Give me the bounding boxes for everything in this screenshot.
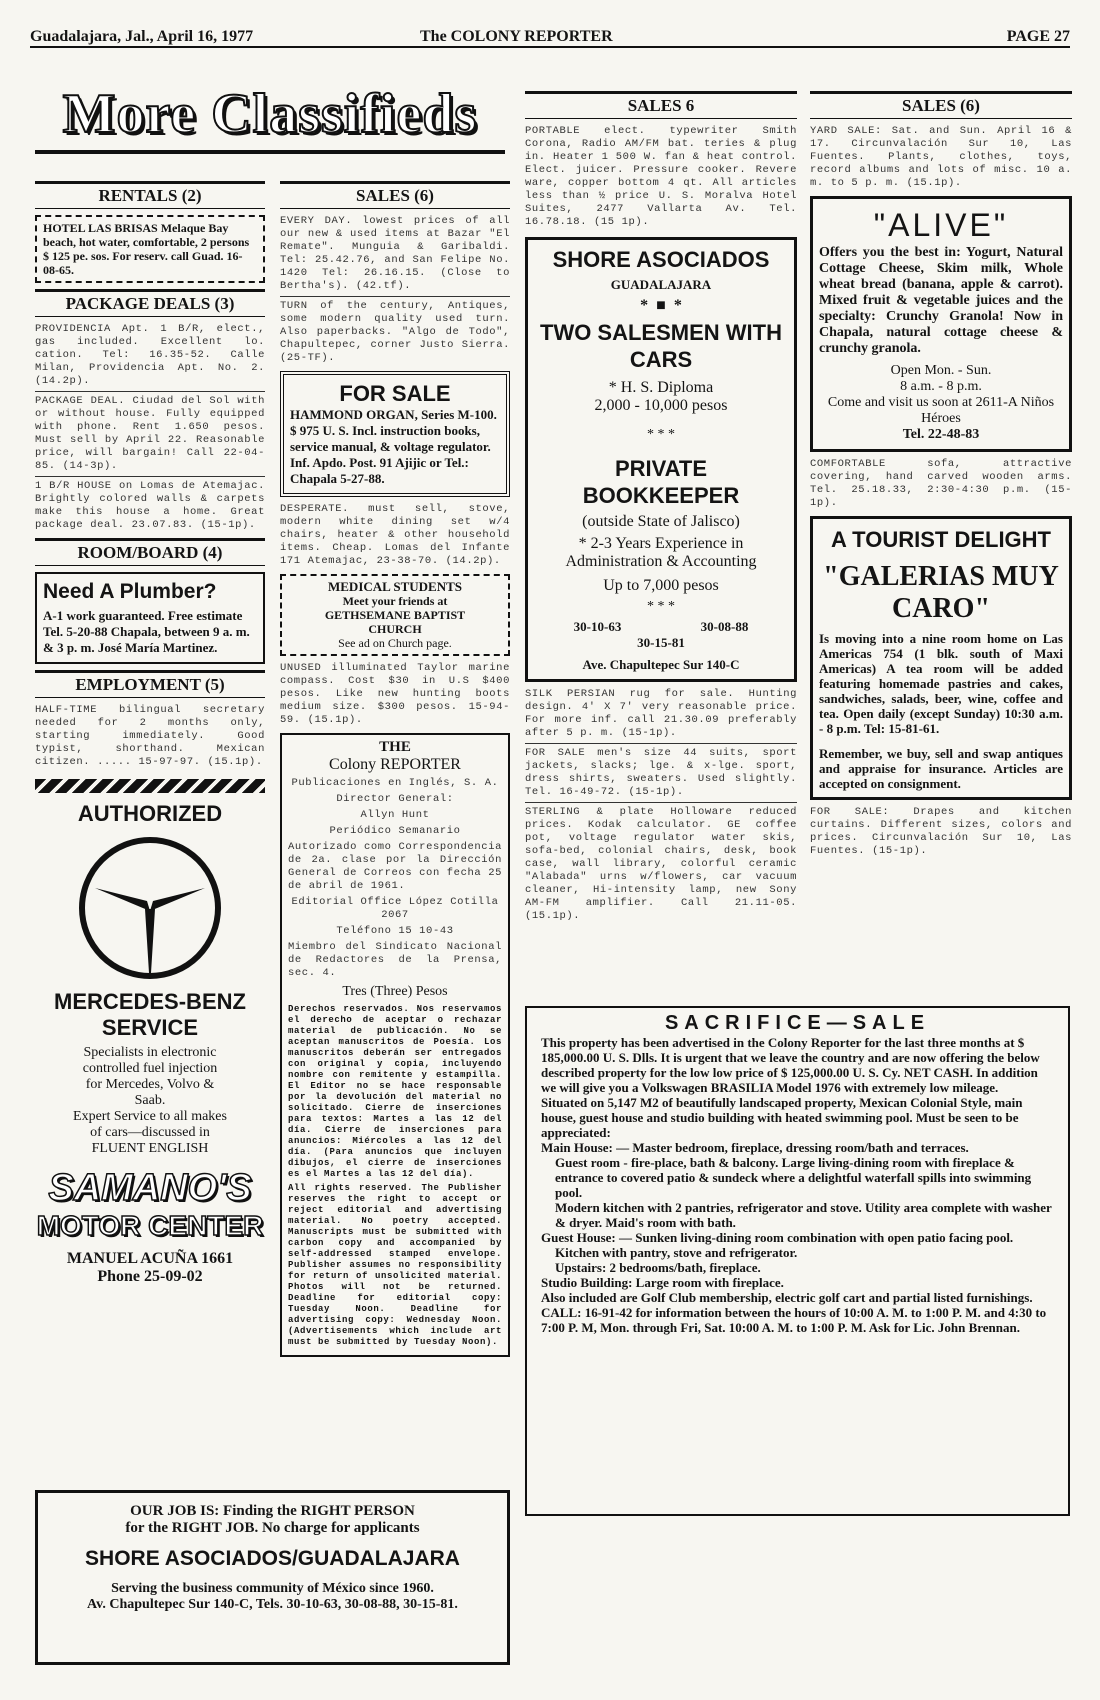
mercedes-line-2: controlled fuel injection xyxy=(82,1061,218,1076)
motor-center-logo: MOTOR CENTER xyxy=(36,1210,264,1241)
shore-city: GUADALAJARA xyxy=(610,277,712,292)
job-bookkeeper: PRIVATE BOOKKEEPER xyxy=(582,456,740,508)
sacrifice-guest-house: Guest House: — Sunken living-dining room combination with open patio facing pool. xyxy=(541,1230,1014,1245)
mercedes-service: SERVICE xyxy=(101,1015,199,1040)
sacrifice-guest-kitchen: Kitchen with pantry, stove and refrigerator. xyxy=(555,1245,798,1260)
shore-phone-3: 30-15-81 xyxy=(637,635,685,650)
package-heading: PACKAGE DEALS (3) xyxy=(35,289,265,317)
shore-divider: * ■ * xyxy=(640,297,682,314)
medical-title: MEDICAL STUDENTS xyxy=(327,579,462,594)
sacrifice-main-house: Main House: — Master bedroom, fireplace, dressing room/bath and terraces. xyxy=(541,1140,969,1155)
medical-line-2: GETHSEMANE BAPTIST xyxy=(324,608,466,622)
job-salesmen: TWO SALESMEN WITH CARS xyxy=(540,320,782,372)
medical-line-4: See ad on Church page. xyxy=(338,636,452,650)
organ-text: HAMMOND ORGAN, Series M-100. $ 975 U. S. Incl. instruction books, service manual, & voltage regulator. Inf. Apdo. Post. 91 Ajijic or Tel.: Chapala 5-27-88. xyxy=(290,407,497,486)
sacrifice-situated: Situated on 5,147 M2 of beautifully landscaped property, Mexican Colonial Style, main house, guest house and studio building with heated swimming pool. Must be seen to be appreciated: xyxy=(541,1095,1023,1140)
masthead-phone: Teléfono 15 10-43 xyxy=(336,925,454,937)
package-ad-2: PACKAGE DEAL. Ciudad del Sol with or without house. Fully equipped with phone. Rent 1.650 pesos. Must sell by April 22. Reasonable price, will bargain! Call 22-04-85. (14-3p). xyxy=(35,395,265,472)
alive-hours: Open Mon. - Sun. xyxy=(890,363,992,378)
unused-compass-ad: UNUSED illuminated Taylor marine compass. Cost $30 in U.S $400 pesos. Like new hunting boots medium size. $300 pesos. 15-94-59. (15.1p). xyxy=(280,662,510,726)
sacrifice-title: SACRIFICE—SALE xyxy=(664,1012,931,1034)
alive-visit: Come and visit us soon at 2611-A Niños Héroes xyxy=(827,395,1055,426)
column-2 xyxy=(280,175,510,1475)
mercedes-ad xyxy=(35,779,265,1286)
sacrifice-call: CALL: 16-91-42 for information between the hours of 10:00 A. M. to 1:00 P. M. and 4:30 to 7:00 P. M, Mon. through Fri, Sat. 10:00 A. M. to 1:00 P. M. Ask for Lic. John Brennan. xyxy=(541,1305,1047,1335)
medical-students-ad xyxy=(280,574,510,656)
shore-name: SHORE ASOCIADOS xyxy=(552,247,770,272)
mercedes-phone: Phone 25-09-02 xyxy=(97,1268,203,1285)
package-ad-1: PROVIDENCIA Apt. 1 B/R, elect., gas included. Excellent lo. cation. Tel: 16.35-52. Calle Milan, Providencia Apt. No. 2. (14.2p). xyxy=(35,323,265,387)
masthead-director-name: Allyn Hunt xyxy=(360,809,430,821)
pay-salesmen: 2,000 - 10,000 pesos xyxy=(594,397,728,414)
masthead-authorization: Autorizado como Correspondencia de 2a. clase por la Dirección General de Correos con fecha 25 de abril de 1961. xyxy=(288,841,502,892)
employment-ad: HALF-TIME bilingual secretary needed for 2 months only, starting immediately. Good typist, shorthand. Mexican citizen. ..... 15-97-97. (15.1p). xyxy=(35,704,265,768)
sacrifice-also: Also included are Golf Club membership, electric golf cart and partial listed furnishings. xyxy=(541,1290,1033,1305)
mercedes-address: MANUEL ACUÑA 1661 xyxy=(66,1250,234,1267)
portable-ad: PORTABLE elect. typewriter Smith Corona, Radio AM/FM bat. teries & plug in. Heater 1 500 W. fan & heat control. Elect. juicer. Pressure cooker. Revere ware, copper bottom 4 qt. All articles less than ½ price U. S. Moralva Hotel Suites, 2477 Vallarta Av. Tel. 16.78.18. (15 1p). xyxy=(525,125,797,228)
mens-clothes-ad: FOR SALE men's size 44 suits, sport jackets, slacks; lge. & x-lge. sport, dress shirts, sweaters. Used slightly. Tel. 16-49-72. (15-1p). xyxy=(525,747,797,798)
bottom-line-4: Serving the business community of México since 1960. xyxy=(111,1581,434,1596)
masthead-office: Editorial Office López Cotilla 2067 xyxy=(291,896,499,921)
mercedes-line-3: for Mercedes, Volvo & xyxy=(85,1077,215,1092)
samanos-logo: SAMANO'S xyxy=(48,1167,252,1209)
desperate-ad: DESPERATE. must sell, stove, modern white dining set w/4 chairs, heater & other household items. Cheap. Lomas del Infante 171 Atemajac, 23-38-70. (14.2p). xyxy=(280,503,510,567)
plumber-ad xyxy=(35,572,265,664)
masthead-periodico: Periódico Semanario xyxy=(329,825,461,837)
mercedes-line-6: of cars—discussed in xyxy=(90,1125,210,1140)
title-rule xyxy=(35,150,505,154)
sterling-ad: STERLING & plate Holloware reduced prices. Kodak calculator. GE coffee pot, voltage regulator water skis, sofa-bed, colonial chairs, desk, book case, wall library, colorful ceramic "Alabada" urns w/flowers, car vacuum cleaner, Hi-intensity lamp, new Sony AM-FM amplifier. Call 21.11-05. (15.1p). xyxy=(525,806,797,922)
header-date: Guadalajara, Jal., April 16, 1977 xyxy=(30,28,254,45)
alive-time: 8 a.m. - 8 p.m. xyxy=(900,379,982,394)
rentals-heading: RENTALS (2) xyxy=(35,181,265,209)
shore-phone-1: 30-10-63 xyxy=(573,619,622,634)
bottom-line-2: for the RIGHT JOB. No charge for applicants xyxy=(125,1520,420,1536)
sales-heading-col4: SALES (6) xyxy=(810,91,1072,119)
organ-title: FOR SALE xyxy=(339,381,451,406)
shore-phone-2: 30-08-88 xyxy=(700,619,749,634)
req-diploma: * H. S. Diploma xyxy=(608,379,714,396)
silk-rug-ad: SILK PERSIAN rug for sale. Hunting design. 4' X 7' very reasonable price. For more inf. call 21.30.09 preferably after 5 p. m. (15-1p). xyxy=(525,688,797,739)
shore-address: Ave. Chapultepec Sur 140-C xyxy=(582,657,740,672)
plumber-text: A-1 work guaranteed. Free estimate Tel. 5-20-88 Chapala, between 9 a. m. & 3 p. m. José María Martinez. xyxy=(43,608,250,655)
package-ad-3: 1 B/R HOUSE on Lomas de Atemajac. Brightly colored walls & carpets make this house a home. Great package deal. 23.07.83. (15-1p). xyxy=(35,480,265,531)
alive-phone: Tel. 22-48-83 xyxy=(902,427,980,442)
masthead-price: Tres (Three) Pesos xyxy=(342,984,448,999)
masthead-derechos: Derechos reservados. Nos reservamos el derecho de aceptar o rechazar material de publicación. No se aceptan manuscritos de Poesía. Los manuscritos deberán ser entregados con original y copia, incluyendo nombre con remitente y estampilla. El Editor no se hace responsable por la devolución del material no solicitado. Cierre de inserciones para textos: Martes a las 12 del día. Cierre de inserciones para anuncios: Miércoles a las 12 del día. (Para anuncios que incluyen dibujos, el cierre de inserciones es el Martes a las 12 del día). xyxy=(288,1004,502,1179)
hotel-ad: HOTEL LAS BRISAS Melaque Bay beach, hot water, comfortable, 2 persons $ 125 pe. sos. For reserv. call Guad. 16-08-65. xyxy=(35,215,265,283)
tourist-title: A TOURIST DELIGHT xyxy=(831,527,1051,552)
mercedes-line-1: Specialists in electronic xyxy=(83,1045,217,1060)
column-4 xyxy=(810,85,1072,985)
column-1 xyxy=(35,175,265,1475)
masthead-director: Director General: xyxy=(336,793,454,805)
drapes-ad: FOR SALE: Drapes and kitchen curtains. Different sizes, colors and prices. Circunvalación Sur 10, Las Fuentes. (15-1p). xyxy=(810,806,1072,857)
galerias-ad xyxy=(810,516,1072,800)
galerias-text: Is moving into a nine room home on Las Americas 754 (1 blk. south of Maxi Americas) A tea room will be added featuring homemade pastries and cakes, sandwiches, salads, beer, wine, coffee and tea. Open daily (except Sunday) 10:30 a.m. - 8 p.m. Tel: 15-81-61. xyxy=(819,631,1063,736)
plumber-title: Need A Plumber? xyxy=(43,580,217,603)
mercedes-line-5: Expert Service to all makes xyxy=(73,1109,227,1124)
column-3 xyxy=(525,85,797,985)
bottom-line-5: Av. Chapultepec Sur 140-C, Tels. 30-10-63, 30-08-88, 30-15-81. xyxy=(87,1597,458,1612)
sacrifice-sale-ad xyxy=(525,1006,1070,1516)
sacrifice-intro: This property has been advertised in the Colony Reporter for the last three months at $ 185,000.00 U. S. Dlls. It is urgent that we leave the country and are now offering the below described property for the low low price of $ 125,000.00 U. S. Cy. NET CASH. In addition we will give you a Volkswagen BRASILIA Model 1976 with extremely low mileage. xyxy=(541,1035,1040,1095)
sacrifice-guest-room: Guest room - fire-place, bath & balcony. Large living-dining room with fireplace & entrance to covered patio & sundeck where a delightful waterfall spills into swimming pool. xyxy=(555,1155,1032,1200)
masthead-name: Colony REPORTER xyxy=(329,756,461,773)
mercedes-brand: MERCEDES-BENZ xyxy=(54,989,246,1014)
page-title: More Classifieds xyxy=(62,83,478,145)
every-day-ad: EVERY DAY. lowest prices of all our new & used items at Bazar "El Remate". Munguia & Garibaldi. Tel: 25.42.76, and San Felipe No. 1420 Tel: 26.16.15. (Close to Bertha's). (42.tf). xyxy=(280,215,510,292)
medical-line-1: Meet your friends at xyxy=(342,594,448,608)
shore-stars-2: * * * xyxy=(647,599,675,614)
sales-heading-col3: SALES 6 xyxy=(525,91,797,119)
title-block xyxy=(35,82,505,162)
shore-bottom-ad xyxy=(35,1490,510,1665)
pay-bookkeeper: Up to 7,000 pesos xyxy=(603,577,719,594)
alive-title: "ALIVE" xyxy=(873,207,1009,243)
header-paper-name: The COLONY REPORTER xyxy=(420,28,613,45)
masthead-the: THE xyxy=(379,739,411,755)
mercedes-line-4: Saab. xyxy=(134,1093,166,1108)
organ-ad xyxy=(280,371,510,497)
turn-of-century-ad: TURN of the century, Antiques, some modern quality used turn. Also paperbacks. "Algo de Todo", Chapultepec, corner Justo Sierra. (25-TF). xyxy=(280,300,510,364)
header-page-number: PAGE 27 xyxy=(1006,28,1070,45)
sofa-ad: COMFORTABLE sofa, attractive covering, hand carved wooden arms. Tel. 25.18.33, 2:30-4:30 p.m. (15-1p). xyxy=(810,458,1072,509)
masthead-box xyxy=(280,733,510,1357)
shore-jobs-ad xyxy=(525,237,797,682)
galerias-name: "GALERIAS MUY CARO" xyxy=(823,561,1059,624)
yard-sale-ad: YARD SALE: Sat. and Sun. April 16 & 17. Circunvalación Sur 10, Las Fuentes. Plants, clothes, toys, record albums and lots of misc. 10 a. m. to 5 p. m. (15.1p). xyxy=(810,125,1072,189)
medical-line-3: CHURCH xyxy=(368,622,422,636)
req-experience: * 2-3 Years Experience in Administration & Accounting xyxy=(565,535,757,570)
alive-text: Offers you the best in: Yogurt, Natural Cottage Cheese, Skim milk, Whole wheat bread (banana, apple & carrot). Mixed fruit & vegetable juices and the specialty: Crunchy Granola! Now in Chapala, natural cottage cheese & crunchy granola. xyxy=(819,245,1063,356)
bottom-line-1: OUR JOB IS: Finding the RIGHT PERSON xyxy=(130,1503,415,1519)
page-header xyxy=(30,28,1070,48)
room-heading: ROOM/BOARD (4) xyxy=(35,538,265,566)
mercedes-star-icon xyxy=(75,833,225,983)
galerias-text-2: Remember, we buy, sell and swap antiques and appraise for insurance. Articles are accepted on consignment. xyxy=(819,746,1063,791)
shore-phones xyxy=(534,619,788,635)
employment-heading: EMPLOYMENT (5) xyxy=(35,670,265,698)
stripe-banner xyxy=(35,779,265,793)
masthead-member: Miembro del Sindicato Nacional de Redactores de la Prensa, sec. 4. xyxy=(288,941,502,979)
sacrifice-studio: Studio Building: Large room with fireplace. xyxy=(541,1275,784,1290)
bookkeeper-location: (outside State of Jalisco) xyxy=(582,513,740,530)
bottom-line-3: SHORE ASOCIADOS/GUADALAJARA xyxy=(85,1547,460,1570)
mercedes-lines xyxy=(35,1045,265,1157)
sales-heading-col2: SALES (6) xyxy=(280,181,510,209)
alive-ad xyxy=(810,196,1072,452)
masthead-sub: Publicaciones en Inglés, S. A. xyxy=(291,777,499,789)
masthead-rights: All rights reserved. The Publisher reserves the right to accept or reject editorial and advertising material. No poetry accepted. Manuscripts must be submitted with carbon copy and accompanied by self-addressed stamped envelope. Publisher assumes no responsibility for return of unsolicited material. Photos will not be returned. Deadline for editorial copy: Tuesday Noon. Deadline for advertising copy: Wednesday Noon. (Advertisements which include art must be submitted by Tuesday Noon). xyxy=(288,1183,502,1347)
sacrifice-kitchen: Modern kitchen with 2 pantries, refrigerator and stove. Utility area complete with washer & dryer. Maid's room with bath. xyxy=(555,1200,1052,1230)
mercedes-line-7: FLUENT ENGLISH xyxy=(91,1141,209,1156)
shore-stars-1: * * * xyxy=(647,427,675,442)
authorized-text: AUTHORIZED xyxy=(77,801,223,826)
sacrifice-upstairs: Upstairs: 2 bedrooms/bath, fireplace. xyxy=(555,1260,761,1275)
